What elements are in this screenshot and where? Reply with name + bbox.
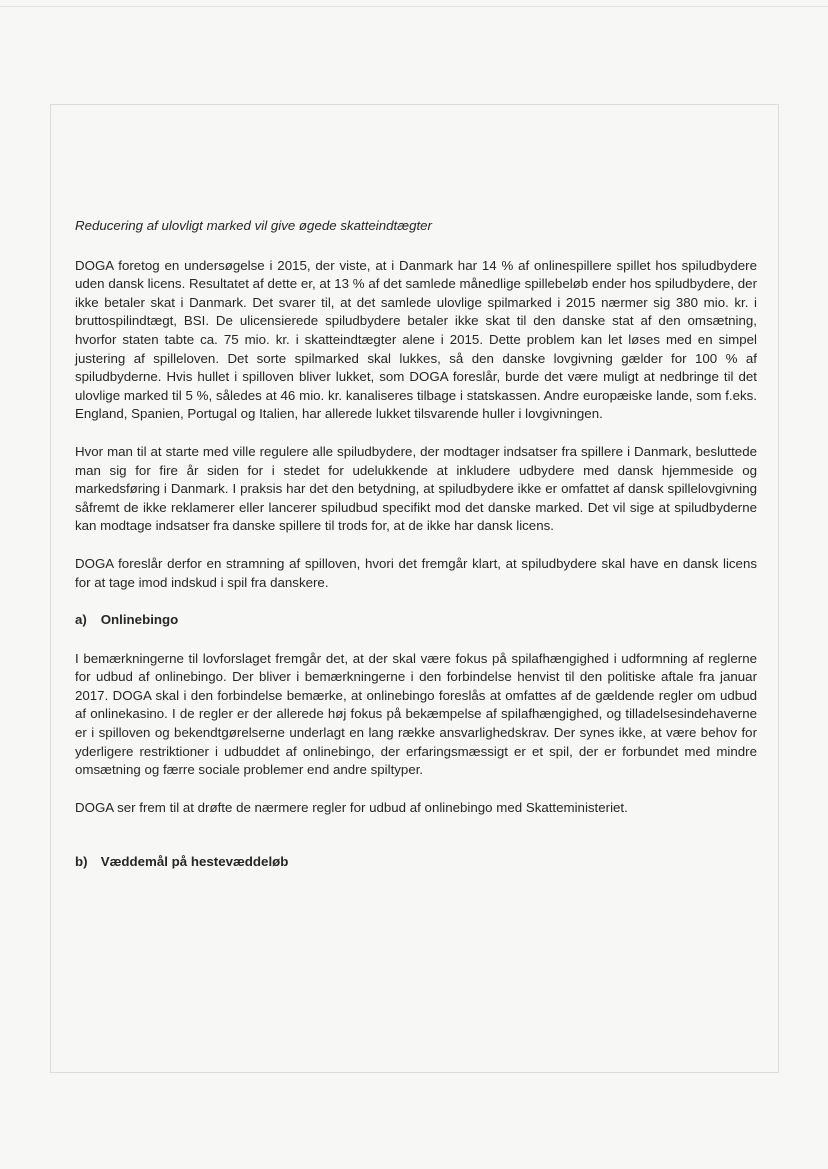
section-a-paragraph-1: I bemærkningerne til lovforslaget fremgår det, at der skal være fokus på spilafhængighed i udformning af reglerne for udbud af onlinebingo. Der bliver i bemærkningerne i den forbindelse henvist til den politiske aftale fra januar 2017. DOGA skal i den forbindelse bemærke, at onlinebingo foreslås at omfattes af de gældende regler om udbud af onlinekasino. I de regler er der allerede høj fokus på bekæmpelse af spilafhængighed, og tilladelsesindehaverne er i spilloven og bekendtgørelserne underlagt en lang række ansvarlighedskrav. Der synes ikke, at være behov for yderligere restriktioner i udbuddet af onlinebingo, der erfaringsmæssigt er et spil, der er forbundet med mindre omsætning og færre sociale problemer end andre spiltyper.: [75, 650, 757, 778]
paragraph-1: DOGA foretog en undersøgelse i 2015, der viste, at i Danmark har 14 % af onlinespillere spillet hos spiludbydere uden dansk licens. Resultatet af dette er, at 13 % af det samlede månedlige spillebeløb ender hos spiludbydere, der ikke betaler skat i Danmark. Det svarer til, at det samlede ulovlige spilmarked i 2015 nærmer sig 380 mio. kr. i bruttospilindtægt, BSI. De ulicensierede spiludbydere betaler ikke skat til den danske stat af den omsætning, hvorfor staten tabte ca. 75 mio. kr. i skatteindtægter alene i 2015. Dette problem kan let løses med en simpel justering af spilleloven. Det sorte spilmarked skal lukkes, så den danske lovgivning gælder for 100 % af spiludbyderne. Hvis hullet i spilloven bliver lukket, som DOGA foreslår, burde det være muligt at nedbringe til det ulovlige marked til 5 %, således at 46 mio. kr. kanaliseres tilbage i statskassen. Andre europæiske lande, som f.eks. England, Spanien, Portugal og Italien, har allerede lukket tilsvarende huller i lovgivningen.: [75, 257, 757, 422]
section-a-label: a): [75, 612, 87, 628]
document-body: [75, 217, 757, 892]
section-a-title: Onlinebingo: [100, 612, 179, 628]
section-heading-italic: Reducering af ulovligt marked vil give øgede skatteindtægter: [75, 218, 432, 233]
paragraph-2: Hvor man til at starte med ville regulere alle spiludbydere, der modtager indsatser fra spillere i Danmark, besluttede man sig for fire år siden for i stedet for udelukkende at inkludere udbydere med dansk hjemmeside og markedsføring i Danmark. I praksis har det den betydning, at spiludbydere ikke er omfattet af dansk spillelovgivning såfremt de ikke reklamerer eller lancerer spiludbud specifikt mod det danske marked. Det vil sige at spiludbyderne kan modtage indsatser fra danske spillere til trods for, at de ikke har dansk licens.: [75, 443, 757, 534]
section-b-label: b): [75, 854, 88, 870]
section-a-paragraph-2: DOGA ser frem til at drøfte de nærmere regler for udbud af onlinebingo med Skatteministeriet.: [75, 799, 628, 815]
scan-edge-line: [0, 6, 828, 7]
section-b-heading: [75, 853, 757, 872]
paragraph-3: DOGA foreslår derfor en stramning af spilloven, hvori det fremgår klart, at spiludbydere skal have en dansk licens for at tage imod indskud i spil fra danskere.: [75, 555, 757, 590]
section-a-heading: [75, 611, 757, 630]
section-b-title: Væddemål på hestevæddeløb: [100, 854, 289, 870]
